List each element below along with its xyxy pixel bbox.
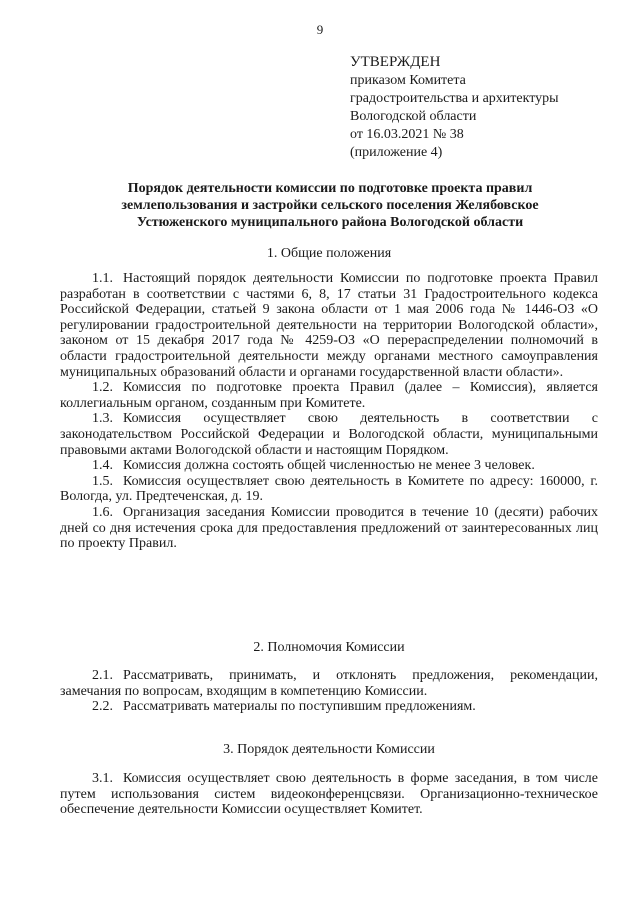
paragraph-number: 1.2.	[92, 380, 113, 396]
paragraph-number: 1.4.	[92, 458, 113, 474]
paragraph-number: 3.1.	[92, 771, 113, 786]
document-title: Порядок деятельности комиссии по подготовке проекта правил землепользования и застройки сельского поселения Желябовское Устюженского муниципального района Вологодской области	[121, 181, 539, 230]
paragraph	[60, 699, 598, 715]
paragraph-text: Комиссия по подготовке проекта Правил (далее – Комиссия), является коллегиальным органом, созданным при Комитете.	[60, 380, 598, 411]
paragraph-text: Настоящий порядок деятельности Комиссии по подготовке проекта Правил разработан в соответствии с частями 6, 8, 17 статьи 31 Градостроительного кодекса Российской Федерации, статьей 9 закона области от 1 мая 2006 года № 1446-ОЗ «О регулировании градостроительной деятельности на территории Вологодской области», законом от 15 декабря 2017 года № 4259-ОЗ «О перераспределении полномочий в области градостроительной деятельности между органами местного самоуправления муниципальных образований области и органами государственной власти области».	[60, 271, 598, 380]
paragraph	[60, 771, 598, 818]
approval-line: (приложение 4)	[350, 145, 443, 160]
section-2-body	[60, 668, 598, 715]
paragraph	[60, 505, 598, 552]
section-3-body	[60, 771, 598, 818]
paragraph	[60, 380, 598, 411]
paragraph-number: 1.1.	[92, 271, 113, 286]
approval-line: градостроительства и архитектуры	[350, 91, 559, 106]
paragraph-number: 2.2.	[92, 699, 113, 715]
paragraph-text: Рассматривать, принимать, и отклонять предложения, рекомендации, замечания по вопросам, входящим в компетенцию Комиссии.	[60, 668, 598, 699]
paragraph	[60, 271, 598, 380]
page-number: 9	[316, 22, 324, 37]
approval-heading: УТВЕРЖДЕН	[350, 54, 441, 70]
paragraph-number: 1.3.	[92, 411, 113, 427]
paragraph-number: 1.5.	[92, 473, 113, 489]
approval-stamp-block	[350, 53, 620, 162]
section-heading: 1. Общие положения	[266, 246, 392, 261]
paragraph	[60, 458, 598, 474]
paragraph-text: Комиссия осуществляет свою деятельность в Комитете по адресу: 160000, г. Вологда, ул. Предтеченская, д. 19.	[60, 473, 598, 505]
approval-line: Вологодской области	[350, 109, 477, 124]
section-heading: 2. Полномочия Комиссии	[253, 640, 405, 655]
paragraph-number: 2.1.	[92, 668, 113, 683]
paragraph	[60, 411, 598, 458]
paragraph-text: Рассматривать материалы по поступившим предложениям.	[123, 699, 476, 715]
paragraph-text: Комиссия должна состоять общей численностью не менее 3 человек.	[123, 458, 535, 474]
paragraph-text: Комиссия осуществляет свою деятельность в форме заседания, в том числе путем использования систем видеоконференцсвязи. Организационно-техническое обеспечение деятельности Комиссии осуществляет Комитет.	[60, 771, 598, 818]
paragraph	[60, 668, 598, 699]
section-heading: 3. Порядок деятельности Комиссии	[223, 742, 435, 757]
approval-line: приказом Комитета	[350, 73, 466, 88]
approval-line: от 16.03.2021 № 38	[350, 127, 464, 142]
paragraph-text: Комиссия осуществляет свою деятельность в соответствии с законодательством Российской Федерации и Вологодской области, муниципальными правовыми актами Вологодской области и настоящим Порядком.	[60, 411, 598, 458]
paragraph	[60, 474, 598, 505]
paragraph-number: 1.6.	[92, 504, 113, 520]
section-1-body	[60, 271, 598, 552]
paragraph-text: Организация заседания Комиссии проводится в течение 10 (десяти) рабочих дней со дня истечения срока для предоставления предложений от заинтересованных лиц по проекту Правил.	[60, 504, 598, 552]
